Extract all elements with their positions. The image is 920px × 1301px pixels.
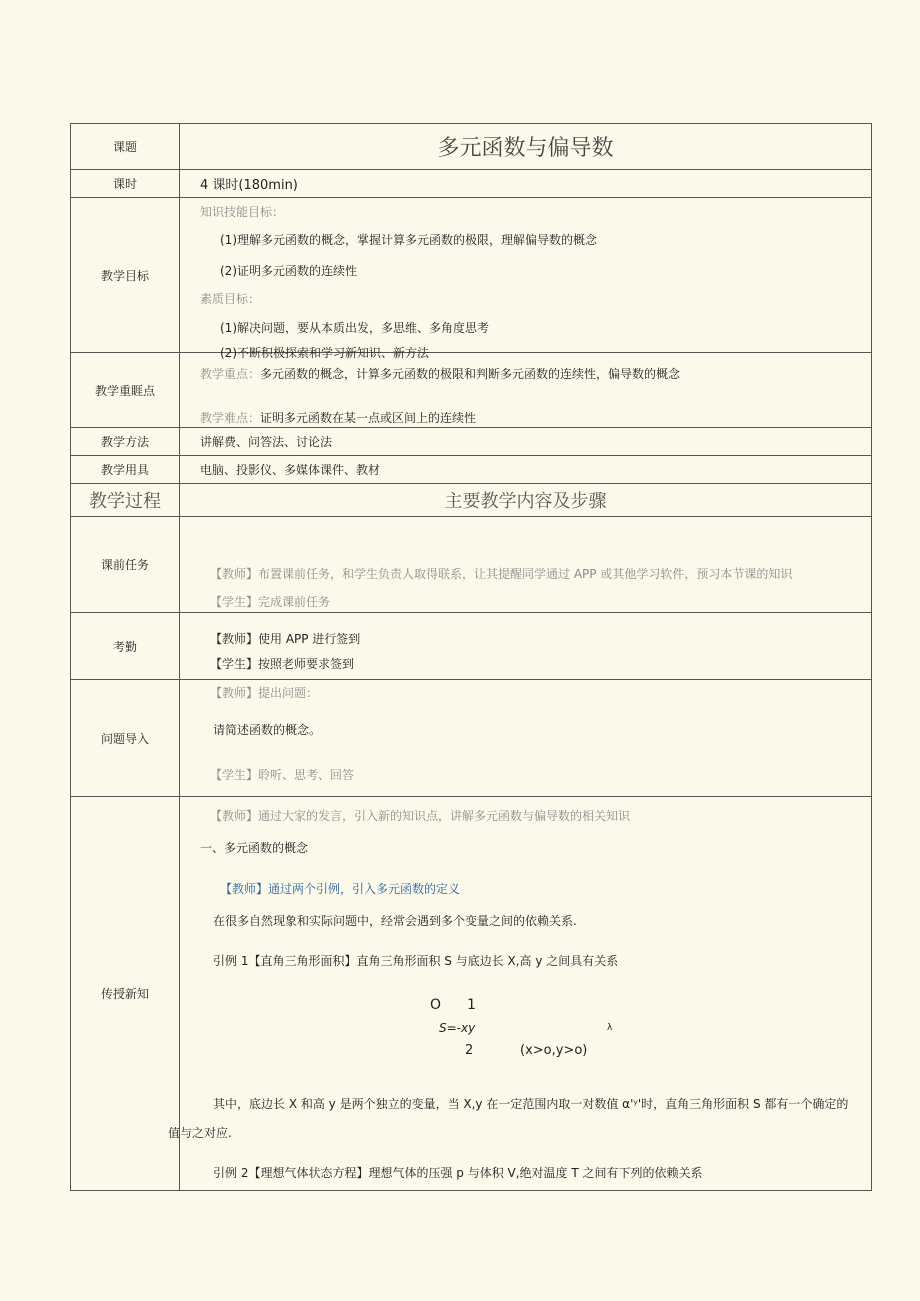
tools-label: 教学用具 bbox=[71, 456, 180, 484]
key-tag: 教学重点： bbox=[200, 367, 261, 381]
attendance-label: 考勤 bbox=[71, 613, 180, 680]
process-header-left: 教学过程 bbox=[89, 491, 161, 512]
topic-label: 课题 bbox=[71, 124, 180, 170]
row-new-knowledge: 传授新知 【教师】通过大家的发言，引入新的知识点，讲解多元函数与偏导数的相关知识 一、多元函数的概念 【教师】通过两个引例，引入多元函数的定义 在很多自然现象和实际问题中，经常会遇到多个变量之间的依赖关系. 引例 1【直角三角形面积】直角三角形面积 S 与底边长 X,高 y 之间具有关系 O 1 S=-xy λ 2 (x>o,y>o) 其中，底边长 X 和高 y 是两个独立的变量，当 X,y 在一定范围内取一对数值 α'ʸ'时，直角三角形面积 S 都有一个确定的 值与之对应. 引例 2【理想气体状态方程】理想气体的压强 p 与体积 V,绝对温度 T 之间有下列的依赖关系 bbox=[71, 797, 872, 1191]
row-tools bbox=[71, 456, 872, 484]
objectives-label: 教学目标 bbox=[71, 198, 180, 353]
nk-paragraph-dependency: 在很多自然现象和实际问题中，经常会遇到多个变量之间的依赖关系. bbox=[213, 914, 577, 928]
pre-class-teacher: 【教师】布置课前任务，和学生负责人取得联系，让其提醒同学通过 APP 或其他学习软件，预习本节课的知识 bbox=[210, 567, 793, 581]
nk-paragraph-variables-cont: 值与之对应. bbox=[168, 1126, 232, 1140]
knowledge-item-2: (2)证明多元函数的连续性 bbox=[220, 264, 357, 278]
pre-class-label: 课前任务 bbox=[71, 517, 180, 613]
knowledge-heading: 知识技能目标： bbox=[200, 205, 285, 219]
row-hours bbox=[71, 170, 872, 198]
row-pre-class bbox=[71, 517, 872, 613]
row-objectives bbox=[71, 198, 872, 353]
nk-teacher-examples: 【教师】通过两个引例，引入多元函数的定义 bbox=[220, 882, 461, 896]
nk-example-2: 引例 2【理想气体状态方程】理想气体的压强 p 与体积 V,绝对温度 T 之间有下列的依赖关系 bbox=[213, 1166, 703, 1180]
methods-value: 讲解费、问答法、讨论法 bbox=[200, 435, 333, 449]
row-topic bbox=[71, 124, 872, 170]
difficulty-tag: 教学难点： bbox=[200, 411, 261, 425]
quality-item-2-clipped: (2)不断积极探索和学习新知识、新方法 bbox=[220, 346, 429, 360]
intro-student: 【学生】聆听、思考、回答 bbox=[210, 768, 355, 782]
topic-title: 多元函数与偏导数 bbox=[437, 136, 614, 161]
hours-label: 课时 bbox=[71, 170, 180, 198]
lesson-table bbox=[70, 123, 872, 1191]
tools-value: 电脑、投影仪、多媒体课件、教材 bbox=[200, 463, 381, 477]
nk-teacher-intro: 【教师】通过大家的发言，引入新的知识点，讲解多元函数与偏导数的相关知识 bbox=[210, 809, 631, 823]
intro-label: 问题导入 bbox=[71, 680, 180, 797]
pre-class-student: 【学生】完成课前任务 bbox=[210, 595, 331, 609]
nk-section-heading: 一、多元函数的概念 bbox=[200, 841, 309, 855]
row-attendance bbox=[71, 613, 872, 680]
key-points-label: 教学重睚点 bbox=[71, 353, 180, 428]
process-header-right: 主要教学内容及步骤 bbox=[444, 491, 607, 512]
nk-example-1: 引例 1【直角三角形面积】直角三角形面积 S 与底边长 X,高 y 之间具有关系 bbox=[213, 954, 619, 968]
difficulty-text: 证明多元函数在某一点或区间上的连续性 bbox=[260, 411, 477, 425]
nk-paragraph-variables: 其中，底边长 X 和高 y 是两个独立的变量，当 X,y 在一定范围内取一对数值 α'ʸ'时，直角三角形面积 S 都有一个确定的 bbox=[213, 1097, 849, 1111]
row-process-header bbox=[71, 484, 872, 517]
row-methods bbox=[71, 428, 872, 456]
key-text: 多元函数的概念，计算多元函数的极限和判断多元函数的连续性，偏导数的概念 bbox=[260, 367, 681, 381]
quality-heading: 素质目标： bbox=[200, 292, 261, 306]
hours-value: 4 课时(180min) bbox=[200, 178, 298, 193]
new-knowledge-label: 传授新知 bbox=[71, 797, 180, 1191]
quality-item-1: (1)解决问题，要从本质出发，多思维、多角度思考 bbox=[220, 321, 489, 335]
row-key-points bbox=[71, 353, 872, 428]
knowledge-item-1: (1)理解多元函数的概念，掌握计算多元函数的极限，理解偏导数的概念 bbox=[220, 233, 598, 247]
intro-question: 请简述函数的概念。 bbox=[213, 723, 322, 737]
attendance-student: 【学生】按照老师要求签到 bbox=[210, 657, 355, 671]
methods-label: 教学方法 bbox=[71, 428, 180, 456]
attendance-teacher: 【教师】使用 APP 进行签到 bbox=[210, 632, 361, 646]
lesson-plan bbox=[70, 123, 871, 1188]
intro-teacher: 【教师】提出问题： bbox=[210, 686, 319, 700]
row-intro bbox=[71, 680, 872, 797]
